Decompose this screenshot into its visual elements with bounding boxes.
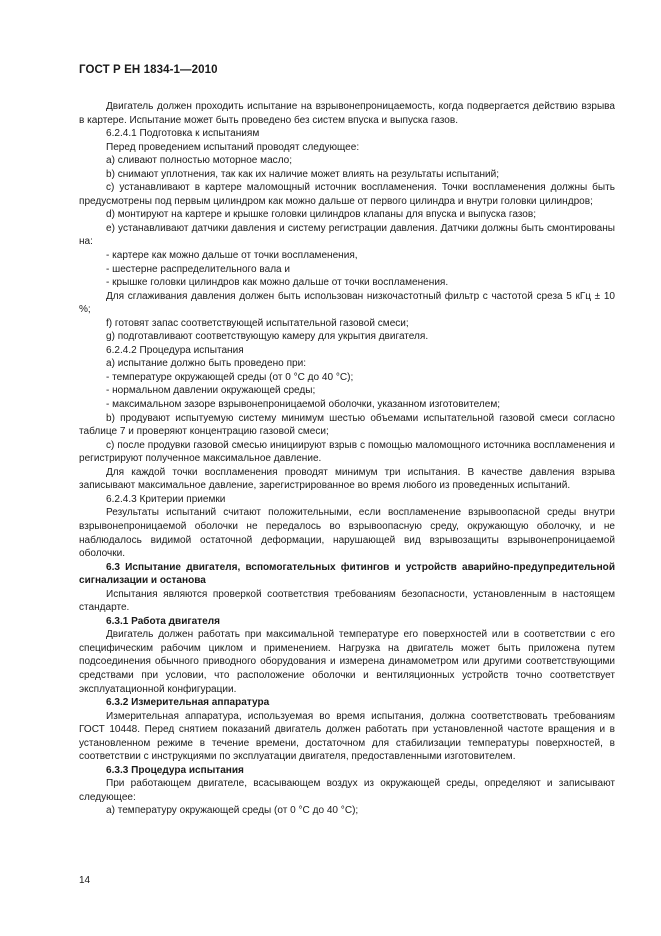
list-item: - шестерне распределительного вала и bbox=[106, 263, 291, 275]
list-item: a) сливают полностью моторное масло; bbox=[106, 155, 293, 167]
paragraph: Для сглаживания давления должен быть использован низкочастотный фильтр с частотой среза 5 кГц ± 10 %; bbox=[79, 290, 615, 316]
list-item: b) снимают уплотнения, так как их наличие может влиять на результаты испытаний; bbox=[106, 168, 500, 180]
paragraph: Измерительная аппаратура, используемая во время испытания, должна соответствовать требованиям ГОСТ 10448. Перед снятием показаний двигатель должен работать при установленной частоте вращения и в установленном режиме в течение времени, достаточном для стабилизации температуры поверхностей, в соответствии с инструкциями по эксплуатации двигателя, предоставленными изготовителем. bbox=[79, 710, 615, 763]
section-heading: 6.3.2 Измерительная аппаратура bbox=[106, 697, 270, 709]
section-heading: 6.3 Испытание двигателя, вспомогательных фитингов и устройств аварийно-предупредительной сигнализации и останова bbox=[79, 561, 615, 587]
section-heading: 6.3.3 Процедура испытания bbox=[106, 764, 244, 776]
list-item: - картере как можно дальше от точки воспламенения, bbox=[106, 250, 358, 262]
subsection-heading: 6.2.4.1 Подготовка к испытаниям bbox=[106, 128, 260, 140]
list-item: c) устанавливают в картере маломощный источник воспламенения. Точки воспламенения должны быть предусмотрены под первым цилиндром как можно дальше от первого цилиндра и внутри головки цилиндров; bbox=[79, 182, 615, 207]
list-item: g) подготавливают соответствующую камеру для укрытия двигателя. bbox=[106, 331, 429, 343]
page-header: ГОСТ Р ЕН 1834-1—2010 bbox=[79, 64, 218, 76]
document-body bbox=[79, 100, 615, 818]
subsection-heading: 6.2.4.2 Процедура испытания bbox=[106, 344, 244, 356]
list-item: - нормальном давлении окружающей среды; bbox=[106, 385, 316, 397]
list-item: a) испытание должно быть проведено при: bbox=[106, 358, 306, 370]
list-item: d) монтируют на картере и крышке головки цилиндров клапаны для впуска и выпуска газов; bbox=[106, 209, 537, 221]
paragraph: Результаты испытаний считают положительными, если воспламенение взрывоопасной среды внутри взрывонепроницаемой оболочки не передалось во взрывоопасную среду, окружающую оболочку, и не наблюдалось видимой остаточной деформации, нарушающей вид взрывозащиты взрывонепроницаемой оболочки. bbox=[79, 507, 615, 560]
list-item: f) готовят запас соответствующей испытательной газовой смеси; bbox=[106, 317, 409, 329]
section-heading: 6.3.1 Работа двигателя bbox=[106, 615, 220, 627]
paragraph: Двигатель должен проходить испытание на взрывонепроницаемость, когда подвергается действию взрыва в картере. Испытание может быть проведено без систем впуска и выпуска газов. bbox=[79, 101, 615, 126]
list-item: - максимальном зазоре взрывонепроницаемой оболочки, указанном изготовителем; bbox=[106, 399, 501, 411]
paragraph: Для каждой точки воспламенения проводят минимум три испытания. В качестве давления взрыва записывают максимальное давление, зарегистрированное во время любого из проведенных испытаний. bbox=[79, 466, 615, 492]
list-item: - температуре окружающей среды (от 0 °С до 40 °С); bbox=[106, 371, 354, 383]
list-item: b) продувают испытуемую систему минимум шестью объемами испытательной газовой смеси согласно таблице 7 и проверяют концентрацию газовой смеси; bbox=[79, 412, 615, 438]
paragraph: Двигатель должен работать при максимальной температуре его поверхностей или в соответствии с его специфическим рабочим циклом и применением. Нагрузка на двигатель может быть приложена путем подсоединения обычного приводного оборудования и измерена динамометром или другими соответствующими средствами при условии, что расположение оболочки и вентиляционных устройств точно соответствует эксплуатационной конфигурации. bbox=[79, 629, 615, 695]
paragraph: При работающем двигателе, всасывающем воздух из окружающей среды, определяют и записывают следующее: bbox=[79, 778, 615, 803]
paragraph: Перед проведением испытаний проводят следующее: bbox=[106, 141, 360, 153]
subsection-heading: 6.2.4.3 Критерии приемки bbox=[106, 493, 226, 505]
paragraph: Испытания являются проверкой соответствия требованиям безопасности, установленным в настоящем стандарте. bbox=[79, 588, 615, 614]
list-item: - крышке головки цилиндров как можно дальше от точки воспламенения. bbox=[106, 277, 449, 289]
page-number: 14 bbox=[79, 875, 91, 886]
list-item: e) устанавливают датчики давления и систему регистрации давления. Датчики должны быть смонтированы на: bbox=[79, 222, 615, 248]
list-item: a) температуру окружающей среды (от 0 °С до 40 °С); bbox=[106, 805, 359, 817]
list-item: c) после продувки газовой смесью инициируют взрыв с помощью маломощного источника воспламенения и регистрируют полученное максимальное давление. bbox=[79, 439, 615, 465]
